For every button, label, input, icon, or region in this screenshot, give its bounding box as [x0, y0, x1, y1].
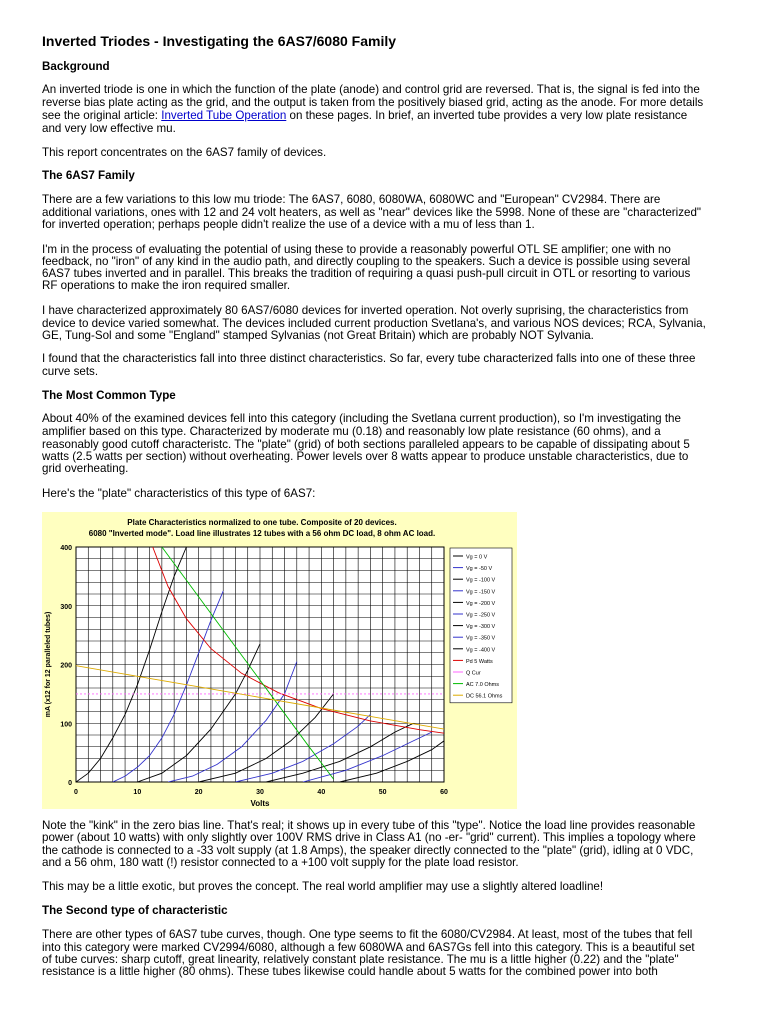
link-suffix-text: on these pages. In brief, an inverted tube provides a very low plate resistance: [286, 109, 688, 122]
y-tick-label: 100: [60, 721, 72, 729]
paragraph-line: amplifier based on this type. Characterized by moderate mu (0.18) and reasonably low plate resistance (60 ohms), and a: [42, 425, 661, 438]
page-title: Inverted Triodes - Investigating the 6AS7/6080 Family: [42, 33, 397, 49]
x-tick-label: 10: [133, 789, 142, 796]
paragraph-line: This report concentrates on the 6AS7 family of devices.: [42, 146, 327, 159]
paragraph-line: curve sets.: [42, 365, 99, 378]
heading-6as7-family: The 6AS7 Family: [42, 169, 135, 182]
paragraph-line: and a 56 ohm, 180 watt (!) resistor connected to a +100 volt supply for the plate load resistor.: [42, 856, 519, 869]
paragraph-line: About 40% of the examined devices fell into this category (including the Svetlana current production), so I'm investigating the: [42, 412, 681, 425]
y-axis-label: mA (x12 for 12 paralleled tubes): [45, 611, 52, 718]
legend-entry-label: Q Cur: [466, 670, 481, 677]
paragraph-line: the cathode is connected to a -33 volt supply (at 1.8 Amps), the speaker directly connected to the "plate" (grid), idling at 0 VDC,: [42, 844, 694, 857]
link-prefix-text: see the original article:: [42, 109, 162, 122]
paragraph-line: [42, 110, 687, 123]
x-tick-label: 50: [378, 789, 387, 796]
paragraph-line: additional variations, ones with 12 and 24 volt heaters, as well as "near" devices like the 5998. None of these are "characterized": [42, 206, 702, 219]
legend-entry-label: Vg = -200 V: [466, 600, 496, 607]
legend-entry-label: Vg = -250 V: [466, 612, 496, 619]
paragraph-line: and very low effective mu.: [42, 122, 176, 135]
paragraph-line: This may be a little exotic, but proves the concept. The real world amplifier may use a slightly altered loadline!: [42, 880, 604, 893]
paragraph-line: An inverted triode is one in which the function of the plate (anode) and control grid are reversed. That is, the signal is fed into the: [42, 83, 700, 96]
paragraph-line: I found that the characteristics fall into three distinct characteristics. So far, every tube characterized falls into one of these three: [42, 352, 696, 365]
paragraph-line: grid overheating.: [42, 462, 129, 475]
chart-svg: [42, 512, 517, 809]
x-tick-label: 40: [317, 789, 326, 796]
x-tick-label: 0: [74, 789, 78, 796]
x-tick-label: 60: [440, 789, 448, 796]
paragraph-line: for inverted operation; perhaps people didn't realize the use of a device with a mu of less than 1.: [42, 218, 535, 231]
legend-entry-label: Vg = -350 V: [466, 635, 496, 642]
legend-entry-label: Vg = 0 V: [466, 554, 488, 561]
legend-entry-label: Vg = -300 V: [466, 624, 496, 631]
heading-second-type: The Second type of characteristic: [42, 904, 228, 917]
paragraph-line: reasonably good cutoff characteristc. The "plate" (grid) of both sections paralleled appears to be capable of dissipating about 5: [42, 438, 690, 451]
paragraph-line: I have characterized approximately 80 6AS7/6080 devices for inverted operation. Not overly suprising, the characteristics from: [42, 304, 689, 317]
legend-entry-label: Vg = -400 V: [466, 647, 496, 654]
paragraph-line: RF operations to make the iron required smaller.: [42, 279, 291, 292]
paragraph-line: resistance is a little higher (80 ohms). These tubes likewise could handle about 5 watts for the combined power into both: [42, 965, 658, 978]
x-axis-label: Volts: [250, 799, 270, 808]
legend-entry-label: Pd 5 Watts: [466, 658, 493, 665]
paragraph-line: Here's the "plate" characteristics of this type of 6AS7:: [42, 487, 316, 500]
chart-subtitle: 6080 "Inverted mode". Load line illustrates 12 tubes with a 56 ohm DC load, 8 ohm AC load.: [88, 529, 436, 538]
paragraph-line: Note the "kink" in the zero bias line. That's real; it shows up in every tube of this "type". Notice the load line provides reasonable: [42, 819, 696, 832]
legend-entry-label: Vg = -100 V: [466, 577, 496, 584]
legend-entry-label: Vg = -50 V: [466, 566, 493, 573]
x-tick-label: 30: [256, 789, 264, 796]
y-tick-label: 400: [60, 545, 72, 552]
inverted-tube-operation-link[interactable]: Inverted Tube Operation: [161, 109, 287, 122]
legend-entry-label: Vg = -150 V: [466, 589, 496, 596]
y-tick-label: 300: [60, 603, 72, 611]
paragraph-line: into this category were marked CV2994/6080, although a few 6080WA and 6AS7Gs fell into this category. This is a beautiful set: [42, 941, 695, 954]
paragraph-line: reverse bias plate acting as the grid, and the output is taken from the positively biased grid, acting as the anode. For more details: [42, 96, 704, 109]
paragraph-line: device to device varied somewhat. The devices included current production Svetlana's, and various NOS devices; RCA, Sylvania,: [42, 317, 706, 330]
paragraph-line: power (about 10 watts) with only slightly over 100V RMS drive in Class A1 (no -er- "grid" current). This implies a topology where: [42, 831, 696, 844]
legend-entry-label: DC 56.1 Ohms: [466, 693, 503, 700]
paragraph-line: GE, Tung-Sol and some "England" stamped Sylvanias (not Great Britain) which are probably NOT Sylvania.: [42, 329, 594, 342]
heading-most-common-type: The Most Common Type: [42, 389, 176, 402]
paragraph-line: of tube curves: sharp cutoff, great linearity, relatively constant plate resistance. The mu is a little higher (0.22) and the "plate": [42, 953, 679, 966]
y-tick-label: 0: [68, 780, 72, 787]
heading-background: Background: [42, 60, 110, 73]
paragraph-line: 6AS7 tubes inverted and in parallel. This breaks the tradition of requiring a quasi push-pull circuit in OTL or resorting to various: [42, 267, 691, 280]
legend-entry-label: AC 7.0 Ohms: [466, 682, 500, 689]
paragraph-line: watts (2.5 watts per section) without overheating. Power levels over 8 watts appear to produce unstable characteristics, due to: [42, 450, 689, 463]
paragraph-line: feedback, no "iron" of any kind in the audio path, and directly coupling to the speakers. Such a device is possible using several: [42, 255, 691, 268]
chart-title: Plate Characteristics normalized to one tube. Composite of 20 devices.: [127, 518, 397, 527]
x-tick-label: 20: [194, 789, 203, 796]
plate-characteristics-chart: [42, 512, 517, 809]
paragraph-line: There are other types of 6AS7 tube curves, though. One type seems to fit the 6080/CV2984. At least, most of the tubes that fell: [42, 928, 693, 941]
y-tick-label: 200: [60, 662, 72, 670]
paragraph-line: There are a few variations to this low mu triode: The 6AS7, 6080, 6080WA, 6080WC and "European" CV2984. There are: [42, 193, 661, 206]
paragraph-line: I'm in the process of evaluating the potential of using these to provide a reasonably powerful OTL SE amplifier; one with no: [42, 243, 671, 256]
